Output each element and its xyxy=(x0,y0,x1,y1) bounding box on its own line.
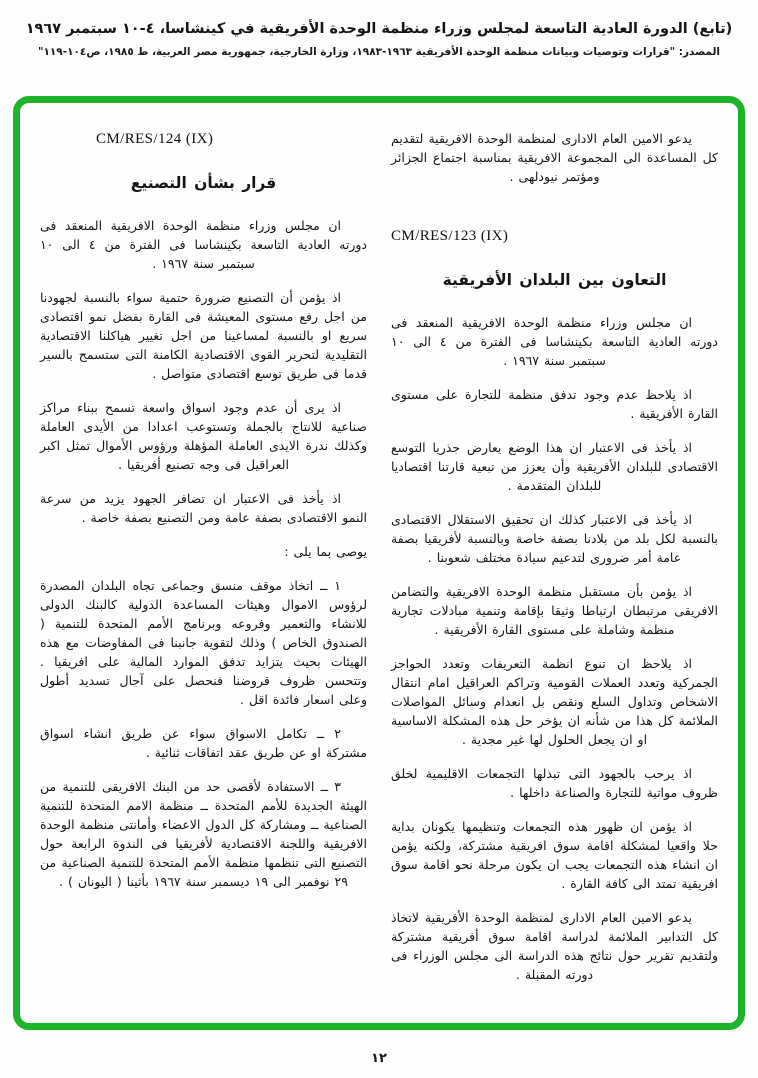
header-session-line: (تابع) الدورة العادية التاسعة لمجلس وزراء منظمة الوحدة الأفريقية في كينشاسا، ٤-١٠ سبتمبر ١٩٦٧ xyxy=(25,21,733,37)
page-number: ١٢ xyxy=(371,1051,387,1066)
two-column-layout xyxy=(40,129,718,1009)
paragraph: اذ يرحب بالجهود التى تبذلها التجمعات الاقليمية لخلق ظروف مواتية للتجارة والصناعة داخلها . xyxy=(391,766,718,800)
paragraph: اذ يأخذ فى الاعتبار كذلك ان تحقيق الاستقلال الاقتصادى بالنسبة لكل بلد من بلادنا بصفة خاصة وبالنسبة لأفريقيا بصفة عامة أمر ضرورى لتدعيم سيادة مختلف شعوبنا . xyxy=(391,512,718,565)
paragraph: اذ يؤمن ان ظهور هذه التجمعات وتنظيمها يكونان بداية حلا واقعيا لمشكلة اقامة سوق افريقية مشتركة، ولكنه يؤمن ان انشاء هذه التجمعات يجب ان يكون مرحلة نحو اقامة سوق افريقية تمتد الى كافة القارة . xyxy=(391,819,718,891)
paragraph: اذ يأخذ فى الاعتبار ان تضافر الجهود يزيد من سرعة النمو الاقتصادى بصفة عامة ومن التصنيع بصفة خاصة . xyxy=(40,491,367,525)
paragraph: يدعو الامين العام الادارى لمنظمة الوحدة الأفريقية لاتخاذ كل التدابير الملائمة لدراسة اقامة سوق أفريقية مشتركة ولتقديم تقرير حول نتائج هذه الدراسة الى مجلس الوزراء فى دورته المقبلة . xyxy=(391,910,718,982)
content-border-box xyxy=(13,96,745,1030)
recommendation-lead: يوصى بما يلى : xyxy=(284,544,367,559)
paragraph: اذ يؤمن أن التصنيع ضرورة حتمية سواء بالنسبة لجهودنا من اجل رفع مستوى المعيشة فى القارة بفضل نمو اقتصادى سريع او بالنسبة لمساعينا من اجل تغيير هياكلنا الاقتصادية التقليدية لتحرير القوى الاقتصادية الكامنة التى ستسمح بالسير قدما فى طريق توسع اقتصادى متواصل . xyxy=(40,290,367,381)
paragraph: اذ يرى أن عدم وجود اسواق واسعة تسمح ببناء مراكز صناعية للانتاج بالجملة وتستوعب اعدادا من الأيدى العاملة وكذلك ندرة الايدى العاملة المؤهلة ورؤوس الأموال تمثل اكبر العراقيل فى وجه تصنيع أفريقيا . xyxy=(40,400,367,472)
paragraph: ان مجلس وزراء منظمة الوحدة الافريقية المنعقد فى دورته العادية التاسعة بكينشاسا فى الفترة من ٤ الى ١٠ سبتمبر سنة ١٩٦٧ . xyxy=(391,315,718,368)
numbered-item: ٢ ــ تكامل الاسواق سواء عن طريق انشاء اسواق مشتركة او عن طريق عقد اتفاقات ثنائية . xyxy=(40,726,367,760)
numbered-item: ١ ــ اتخاذ موقف منسق وجماعى تجاه البلدان المصدرة لرؤوس الاموال وهيئات المساعدة الدولية كالبنك الدولى للانشاء والتعمير وفروعه وبرنامج الأمم المتحدة للتنمية ( الصندوق الخاص ) وذلك لتقوية جانبنا فى المفاوضات مع هذه الهيئات بحيث يتزايد تدفق الموارد المالية على افريقيا . وتتحسن ظروف قروضنا فنحصل على آجال تسديد أطول وعلى اسعار فائدة اقل . xyxy=(40,578,367,707)
paragraph: اذ يؤمن بأن مستقبل منظمة الوحدة الافريقية والتضامن الافريقى مرتبطان ارتباطا وثيقا بإقامة وتنمية مبادلات تجارية منظمة وشاملة على مستوى القارة الأفريقية . xyxy=(391,584,718,637)
resolution-code: CM/RES/124 (IX) xyxy=(96,131,214,147)
paragraph: اذ يلاحظ عدم وجود تدفق منظمة للتجارة على مستوى القارة الأفريقية . xyxy=(391,387,718,421)
page-header xyxy=(0,0,758,58)
resolution-title: قرار بشأن التصنيع xyxy=(130,174,277,192)
header-source-line: المصدر: "قرارات وتوصيات وبيانات منظمة الوحدة الأفريقية ١٩٦٣-١٩٨٣، وزارة الخارجية، جمهورية مصر العربية، ط ١٩٨٥، ص١٠٤-١١٩" xyxy=(38,46,720,58)
paragraph: يدعو الامين العام الادارى لمنظمة الوحدة الافريقية لتقديم كل المساعدة الى المجموعة الافريقية بمناسبة اجتماع الجزائر ومؤتمر نيودلهى . xyxy=(391,131,718,184)
right-column xyxy=(391,129,718,1009)
resolution-code: CM/RES/123 (IX) xyxy=(391,228,509,244)
left-column xyxy=(40,129,367,1009)
numbered-item: ٣ ــ الاستفادة لأقصى حد من البنك الافريقى للتنمية من الهيئة الجديدة للأمم المتحدة ــ منظمة الامم المتحدة للتنمية الصناعية ــ ومشاركة كل الدول الاعضاء وأمانتى منظمة الوحدة الافريقية واللجنة الاقتصادية لأفريقيا فى الندوة الرابعة حول التصنيع التى تنظمها منظمة الأمم المتحدة للتنمية الصناعية من ٢٩ نوفمبر الى ١٩ ديسمبر سنة ١٩٦٧ بأثينا ( اليونان ) . xyxy=(39,779,367,889)
paragraph: ان مجلس وزراء منظمة الوحدة الافريقية المنعقد فى دورته العادية التاسعة بكينشاسا فى الفترة من ٤ الى ١٠ سبتمبر سنة ١٩٦٧ . xyxy=(40,218,367,271)
resolution-title: التعاون بين البلدان الأفريقية xyxy=(442,271,667,289)
paragraph: اذ يلاحظ ان تنوع انظمة التعريفات وتعدد الحواجز الجمركية وتعدد العملات القومية وتراكم العراقيل امام انتقال الاشخاص وتداول السلع ونقص بل انعدام وسائل المواصلات الملائمة كل هذا من شأنه ان يؤخر حل هذه المشكلة الاساسية او ان يجعل الحلول لها غير مجدية . xyxy=(391,656,718,747)
paragraph: اذ يأخذ فى الاعتبار ان هذا الوضع يعارض جذريا التوسع الاقتصادى للبلدان الأفريقية وأن يعزز من تبعية قارتنا اقتصاديا للبلدان المتقدمة . xyxy=(391,440,718,493)
